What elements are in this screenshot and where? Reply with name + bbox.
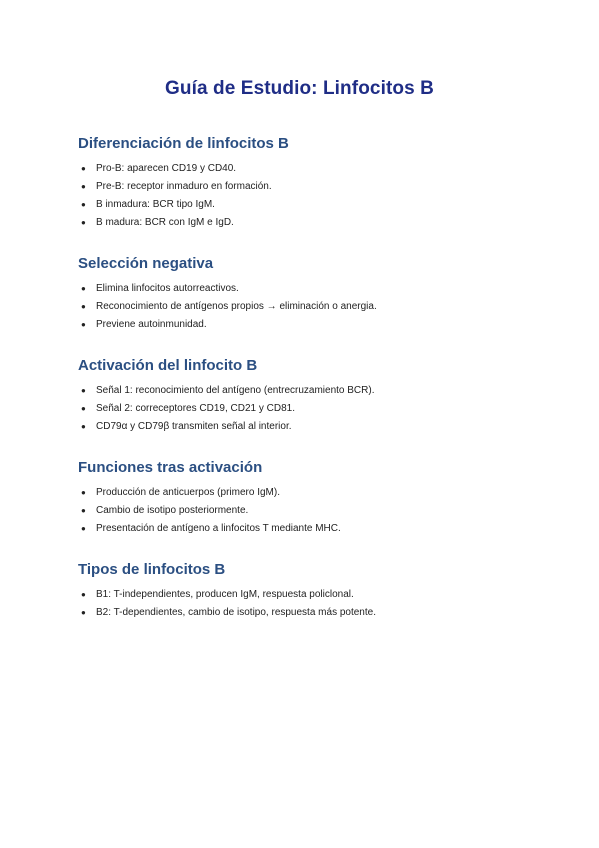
section-heading: Tipos de linfocitos B bbox=[78, 561, 226, 578]
bullet-dot-icon: ● bbox=[81, 404, 86, 413]
list-item-text: Presentación de antígeno a linfocitos T mediante MHC. bbox=[96, 523, 341, 534]
bullet-dot-icon: ● bbox=[81, 386, 86, 395]
page-title: Guía de Estudio: Linfocitos B bbox=[165, 78, 434, 99]
list-item bbox=[78, 178, 538, 196]
bullet-dot-icon: ● bbox=[81, 218, 86, 227]
list-item-text: Producción de anticuerpos (primero IgM). bbox=[96, 487, 280, 498]
list-item-text: Pre-B: receptor inmaduro en formación. bbox=[96, 181, 272, 192]
list-item-text: B madura: BCR con IgM e IgD. bbox=[96, 217, 234, 228]
section-seleccion-negativa bbox=[78, 254, 538, 334]
list-item-text: Señal 2: correceptores CD19, CD21 y CD81. bbox=[96, 403, 295, 414]
list-item bbox=[78, 484, 538, 502]
section-funciones bbox=[78, 458, 538, 538]
bullet-list bbox=[78, 586, 538, 622]
bullet-dot-icon: ● bbox=[81, 422, 86, 431]
section-heading: Activación del linfocito B bbox=[78, 357, 258, 374]
section-activacion bbox=[78, 356, 538, 436]
bullet-dot-icon: ● bbox=[81, 200, 86, 209]
list-item-text: Pro-B: aparecen CD19 y CD40. bbox=[96, 163, 237, 174]
section-heading: Selección negativa bbox=[78, 255, 214, 272]
list-item-text: Cambio de isotipo posteriormente. bbox=[96, 505, 249, 516]
list-item bbox=[78, 298, 538, 316]
bullet-dot-icon: ● bbox=[81, 302, 86, 311]
list-item bbox=[78, 160, 538, 178]
list-item-text: Previene autoinmunidad. bbox=[96, 319, 207, 330]
bullet-list bbox=[78, 160, 538, 232]
bullet-dot-icon: ● bbox=[81, 506, 86, 515]
section-heading: Funciones tras activación bbox=[78, 459, 263, 476]
list-item-text: Señal 1: reconocimiento del antígeno (entrecruzamiento BCR). bbox=[96, 385, 375, 396]
sections-container bbox=[78, 134, 538, 644]
list-item-text: Elimina linfocitos autorreactivos. bbox=[96, 283, 239, 294]
bullet-dot-icon: ● bbox=[81, 164, 86, 173]
section-diferenciacion bbox=[78, 134, 538, 232]
bullet-list bbox=[78, 280, 538, 334]
list-item bbox=[78, 400, 538, 418]
section-heading: Diferenciación de linfocitos B bbox=[78, 135, 289, 152]
list-item-text: B1: T-independientes, producen IgM, respuesta policlonal. bbox=[96, 589, 354, 600]
bullet-dot-icon: ● bbox=[81, 320, 86, 329]
list-item bbox=[78, 418, 538, 436]
section-tipos bbox=[78, 560, 538, 622]
list-item bbox=[78, 196, 538, 214]
list-item-text: B2: T-dependientes, cambio de isotipo, respuesta más potente. bbox=[96, 607, 376, 618]
bullet-dot-icon: ● bbox=[81, 488, 86, 497]
list-item bbox=[78, 280, 538, 298]
list-item bbox=[78, 214, 538, 232]
bullet-list bbox=[78, 484, 538, 538]
bullet-dot-icon: ● bbox=[81, 608, 86, 617]
list-item-text: Reconocimiento de antígenos propios → eliminación o anergia. bbox=[96, 301, 377, 312]
list-item-text: B inmadura: BCR tipo IgM. bbox=[96, 199, 215, 210]
list-item bbox=[78, 586, 538, 604]
list-item bbox=[78, 520, 538, 538]
bullet-dot-icon: ● bbox=[81, 524, 86, 533]
list-item bbox=[78, 502, 538, 520]
bullet-dot-icon: ● bbox=[81, 182, 86, 191]
bullet-dot-icon: ● bbox=[81, 284, 86, 293]
list-item bbox=[78, 604, 538, 622]
list-item bbox=[78, 316, 538, 334]
list-item bbox=[78, 382, 538, 400]
bullet-dot-icon: ● bbox=[81, 590, 86, 599]
list-item-text: CD79α y CD79β transmiten señal al interior. bbox=[96, 421, 292, 432]
bullet-list bbox=[78, 382, 538, 436]
